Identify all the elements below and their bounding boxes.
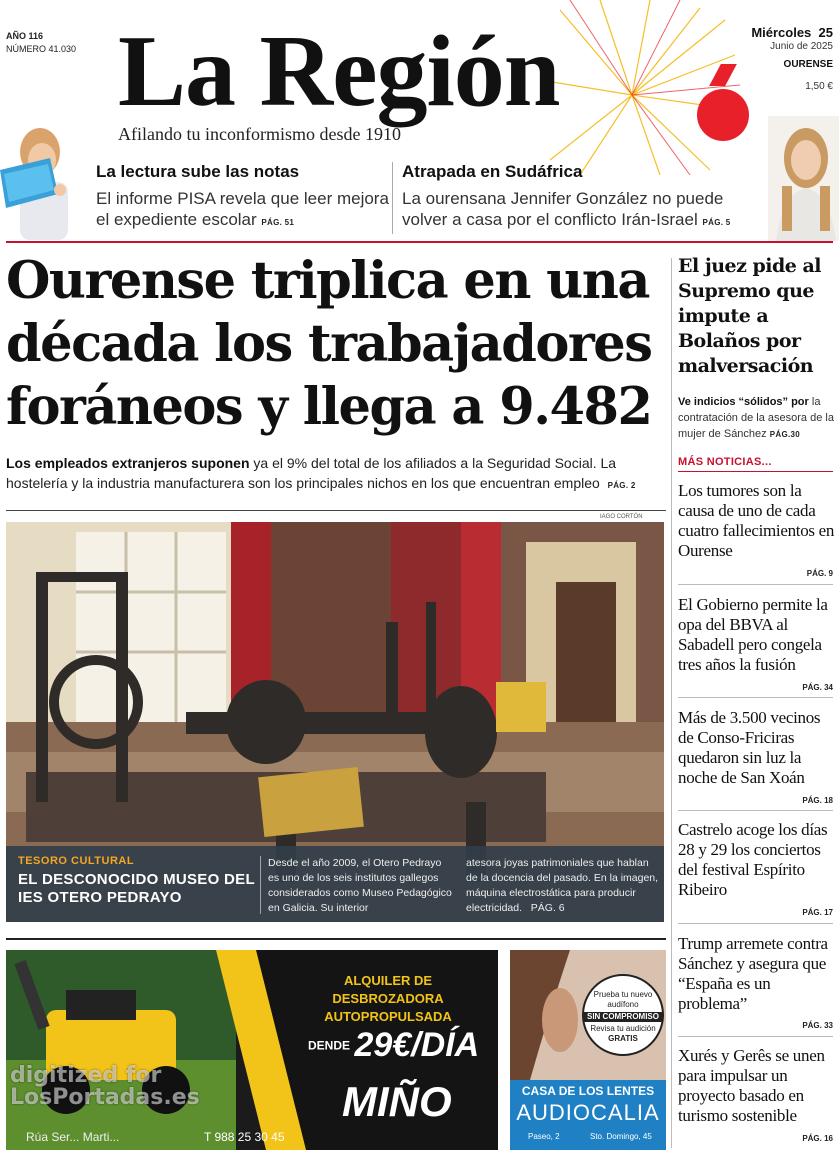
girl-reading-photo [0,118,92,240]
main-headline[interactable]: Ourense triplica en una década los trabajadores foráneos y llega a 9.482 [6,251,652,437]
side-story-1[interactable]: Los tumores son la causa de uno de cada cuatro fallecimientos en Ourense [678,481,835,560]
side-separator [678,923,833,924]
hearing-aid-ad[interactable] [510,950,666,1150]
main-sub-bold: Los empleados extranjeros suponen [6,455,250,471]
side-story-5-page: PÁG. 33 [802,1021,833,1030]
lead-side-headline[interactable]: El juez pide al Supremo que impute a Bolaños por malversación [678,255,822,377]
side-story-2[interactable]: El Gobierno permite la opa del BBVA al Sabadell pero congela tres años la fusión [678,595,828,674]
masthead-rule [6,241,833,243]
ad1-phone: T 988 25 30 45 [204,1130,285,1144]
lead-side-sub-rest: la contratación de la asesora de la mujer de Sánchez [678,396,834,440]
side-story-3[interactable]: Más de 3.500 vecinos de Conso-Friciras quedaron sin luz la noche de San Xoán [678,708,821,787]
price: 1,50 € [805,81,833,92]
teaser-1-title[interactable]: La lectura sube las notas [96,162,300,181]
tagline: Afilando tu inconformismo desde 1910 [118,124,401,144]
watermark-line1: digitized for [10,1063,162,1088]
side-story-4[interactable]: Castrelo acoge los días 28 y 29 los conciertos del festival Espírito Ribeiro [678,820,828,899]
side-story-1-page: PÁG. 9 [806,569,833,578]
side-separator [678,584,833,585]
ad1-address: Rúa Ser... Marti... [26,1130,120,1144]
feature-text-col2-body: atesora joyas patrimoniales que hablan de la docencia del pasado. En la imagen, máquina electrostática para producir electricidad. [466,857,659,914]
more-news-label: MÁS NOTICIAS... [678,456,833,472]
side-separator [678,697,833,698]
photo-credit: IAGO CORTÓN [600,514,643,520]
edition-city: OURENSE [783,59,833,70]
ad1-headline [288,972,488,1026]
teaser-divider [392,162,393,234]
teaser-2-body: La ourensana Jennifer González no puede volver a casa por el conflicto Irán-Israel [402,189,724,229]
logo-text: La Región [118,15,560,128]
mower-rental-ad[interactable] [6,950,498,1150]
month-year: Junio de 2025 [770,41,833,52]
teaser-1-page: PÁG. 51 [261,218,295,227]
main-sub-rest: ya el 9% del total de los afiliados a la Seguridad Social. La hostelería y la industria manufacturera son los principales nichos en los que encuentran empleo [6,455,617,491]
ad2-badge3: Revisa tu audición [590,1024,656,1033]
side-separator [678,810,833,811]
logo-red-dot [697,89,749,141]
story-rule [6,510,666,511]
ad2-badge2: SIN COMPROMISO [584,1012,662,1022]
issue-info [6,30,76,56]
teaser-1-text[interactable] [96,188,390,233]
ad1-price: 29€/DÍA [354,1026,480,1064]
ad2-brand2: AUDIOCALIA [516,1100,660,1125]
year-label: AÑO [6,31,26,41]
digitized-watermark [10,1065,200,1109]
main-page: PÁG. 2 [607,481,636,490]
side-story-5[interactable]: Trump arremete contra Sánchez y asegura que “España es un problema” [678,934,828,1013]
watermark-line2: LosPortadas.es [10,1085,200,1110]
ad1-line2: AUTOPROPULSADA [324,1009,452,1024]
teaser-1-body: El informe PISA revela que leer mejora el expediente escolar [96,189,389,229]
ad2-badge1: Prueba tu nuevo audífono [593,990,653,1009]
ad2-brand1: CASA DE LOS LENTES [521,1084,655,1098]
lead-side-sub-bold: Ve indicios “sólidos” por [678,396,809,408]
woman-portrait-photo [768,116,839,241]
issue-number: NÚMERO 41.030 [6,44,77,54]
side-story-6-page: PÁG. 16 [802,1134,833,1143]
lead-side-summary [678,394,838,443]
side-story-6[interactable]: Xurés y Gerês se unen para impulsar un proyecto basado en turismo sostenible [678,1046,825,1125]
side-story-2-page: PÁG. 34 [802,683,833,692]
newspaper-logo[interactable] [118,15,560,128]
side-story-4-page: PÁG. 17 [802,908,833,917]
ad2-addr1: Paseo, 2 [528,1132,560,1141]
teaser-2-title[interactable]: Atrapada en Sudáfrica [402,162,583,181]
feature-page: PÁG. 6 [530,902,565,914]
feature-title[interactable]: EL DESCONOCIDO MUSEO DEL IES OTERO PEDRAYO [18,871,255,906]
ad2-addr2: Sto. Domingo, 45 [590,1132,652,1141]
lead-side-page: PÁG.30 [769,430,800,439]
feature-text-col1: Desde el año 2009, el Otero Pedrayo es uno de los seis institutos gallegos considerados como Museo Pedagógico en Galicia. Su interior [268,857,452,914]
feature-text-col2 [466,856,660,916]
teaser-2-text[interactable] [402,188,766,233]
year-value: 116 [28,31,44,41]
side-story-3-page: PÁG. 18 [802,796,833,805]
ad2-badge [582,974,664,1056]
weekday: Miércoles [751,25,812,40]
ad2-badge4: GRATIS [608,1034,638,1043]
feature-kicker: TESORO CULTURAL [18,855,135,867]
ad1-brand: MIÑO [342,1078,452,1125]
caption-divider [260,856,261,914]
ad1-line1: ALQUILER DE DESBROZADORA [332,973,444,1006]
day-number: 25 [818,25,833,40]
teaser-2-page: PÁG. 5 [702,218,731,227]
main-subheadline [6,453,666,496]
ads-rule [6,938,666,940]
side-separator [678,1036,833,1037]
date-info [751,26,833,94]
column-rule [671,258,672,1148]
sparkle-decoration [540,0,740,175]
ad1-price-line [308,1026,494,1065]
ad1-from: DENDE [308,1038,351,1053]
